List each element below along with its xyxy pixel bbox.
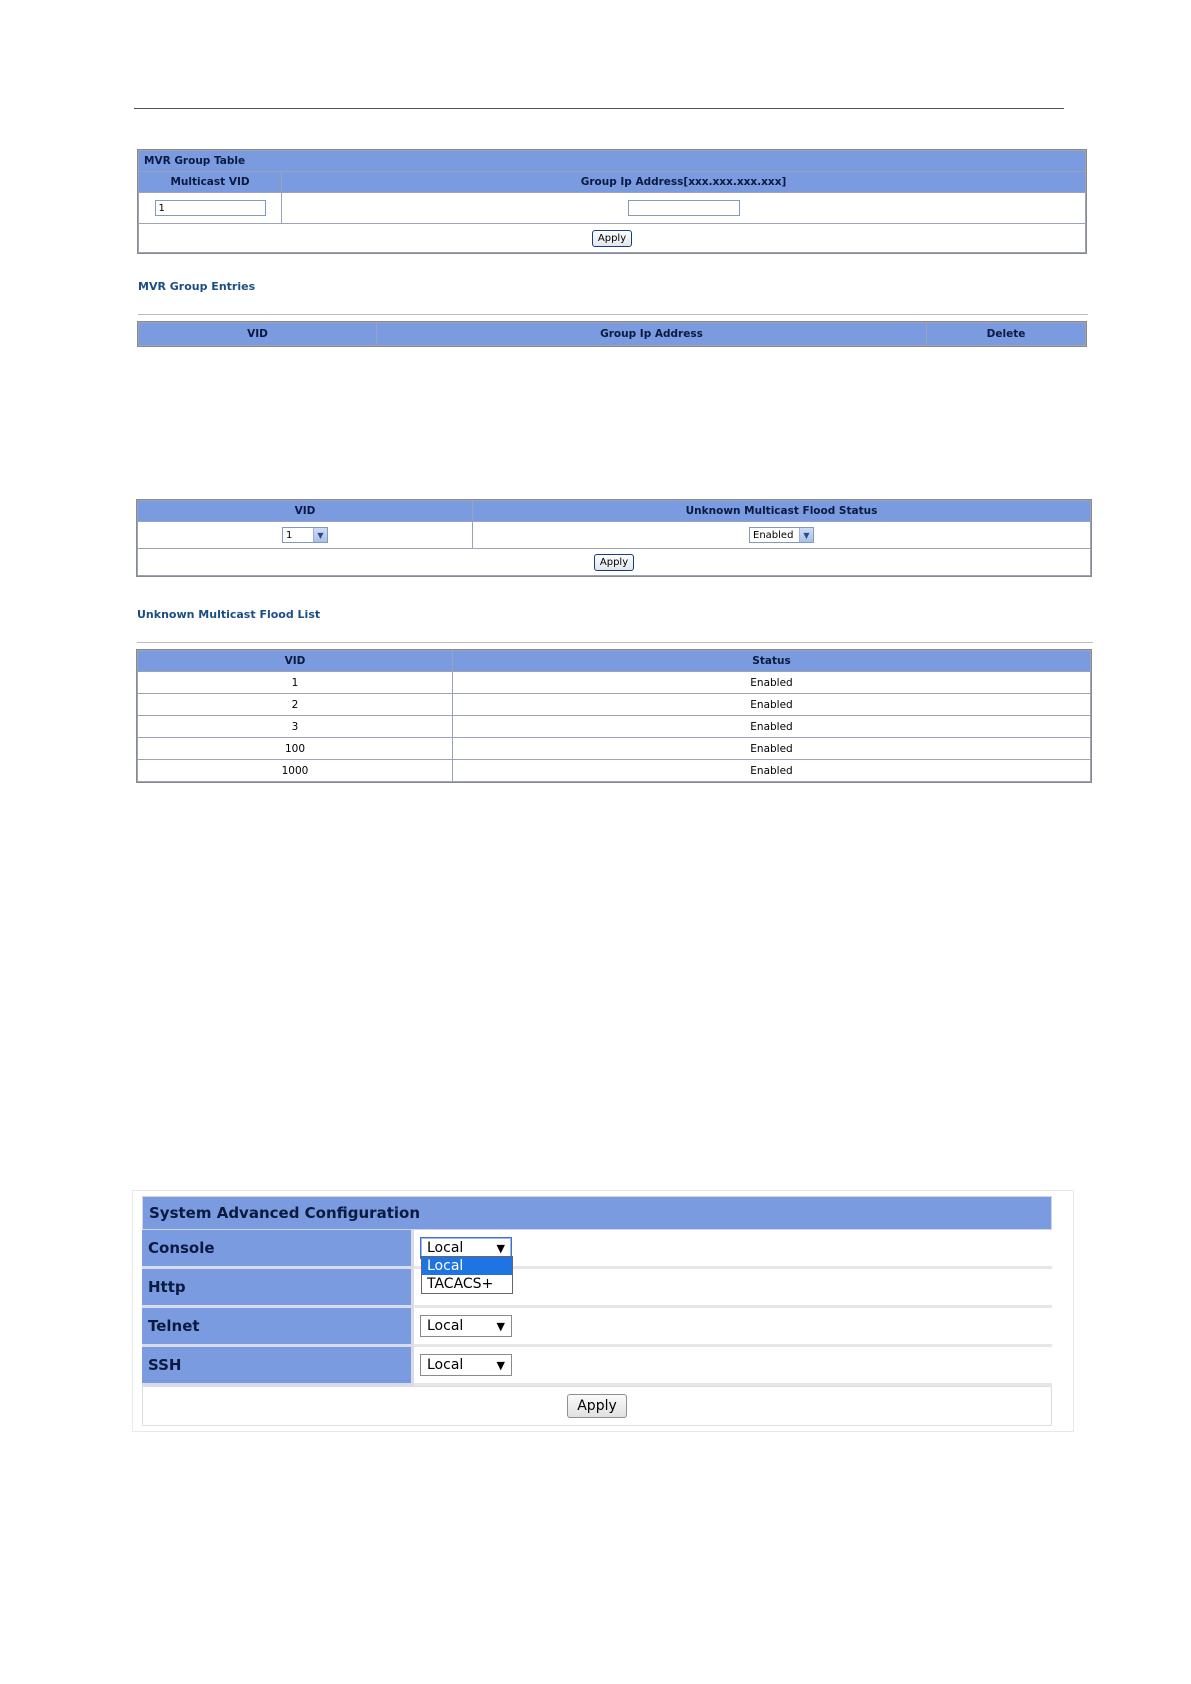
- flood-row-vid: 1: [138, 672, 453, 694]
- chevron-down-icon: ▼: [313, 528, 327, 542]
- entries-vid-header: VID: [139, 323, 377, 346]
- table-row: [138, 716, 1091, 738]
- page-header-rule: [134, 108, 1064, 109]
- console-dropdown-list: [421, 1256, 513, 1294]
- dropdown-arrow-icon: ▼: [496, 1319, 505, 1333]
- ssh-label: SSH: [142, 1347, 414, 1386]
- flood-vid-select[interactable]: [282, 527, 328, 543]
- flood-row-status: Enabled: [453, 716, 1091, 738]
- telnet-cell: [414, 1308, 1052, 1347]
- telnet-select[interactable]: [420, 1315, 512, 1337]
- flood-row-status: Enabled: [453, 672, 1091, 694]
- mvr-group-table-title: MVR Group Table: [139, 151, 1086, 172]
- dropdown-arrow-icon: ▼: [496, 1241, 505, 1255]
- mvr-group-entries-table: [138, 322, 1086, 346]
- multicast-vid-cell: [139, 193, 282, 224]
- flood-row-status: Enabled: [453, 738, 1091, 760]
- flood-vid-header: VID: [138, 501, 473, 522]
- table-row: [138, 694, 1091, 716]
- ssh-select[interactable]: [420, 1354, 512, 1376]
- flood-row-vid: 100: [138, 738, 453, 760]
- flood-status-cell: [473, 522, 1091, 549]
- telnet-label: Telnet: [142, 1308, 414, 1347]
- system-advanced-table: [142, 1196, 1052, 1426]
- console-label: Console: [142, 1230, 414, 1269]
- group-ip-cell: [282, 193, 1086, 224]
- flood-apply-cell: [138, 549, 1091, 576]
- mvr-group-table: [138, 150, 1086, 253]
- flood-vid-select-value: 1: [286, 529, 293, 541]
- dropdown-option-tacacs[interactable]: TACACS+: [427, 1276, 494, 1292]
- chevron-down-icon: ▼: [799, 528, 813, 542]
- flood-list-vid-header: VID: [138, 651, 453, 672]
- mvr-group-entries-label: MVR Group Entries: [138, 280, 256, 293]
- ssh-cell: [414, 1347, 1052, 1386]
- ssh-select-value: Local: [427, 1357, 464, 1373]
- dropdown-option-local[interactable]: Local: [422, 1257, 512, 1275]
- mvr-group-apply-cell: [139, 224, 1086, 253]
- system-advanced-apply-button[interactable]: Apply: [567, 1394, 627, 1418]
- flood-list-status-header: Status: [453, 651, 1091, 672]
- system-advanced-apply-cell: [142, 1386, 1052, 1426]
- http-label: Http: [142, 1269, 414, 1308]
- flood-list-table: [137, 650, 1091, 782]
- group-ip-header: Group Ip Address[xxx.xxx.xxx.xxx]: [282, 172, 1086, 193]
- table-row: [138, 672, 1091, 694]
- mvr-entries-divider: [138, 314, 1088, 315]
- console-select-value: Local: [427, 1240, 464, 1256]
- entries-delete-header: Delete: [927, 323, 1086, 346]
- mvr-group-apply-button[interactable]: Apply: [592, 230, 632, 247]
- flood-list-divider: [137, 642, 1093, 643]
- group-ip-input[interactable]: [628, 200, 740, 216]
- flood-row-vid: 3: [138, 716, 453, 738]
- flood-status-header: Unknown Multicast Flood Status: [473, 501, 1091, 522]
- multicast-vid-header: Multicast VID: [139, 172, 282, 193]
- flood-vid-cell: [138, 522, 473, 549]
- flood-list-label: Unknown Multicast Flood List: [137, 608, 321, 621]
- table-row: [138, 738, 1091, 760]
- system-advanced-title: System Advanced Configuration: [142, 1196, 1052, 1230]
- dropdown-arrow-icon: ▼: [496, 1358, 505, 1372]
- flood-row-status: Enabled: [453, 694, 1091, 716]
- flood-status-select[interactable]: [749, 527, 814, 543]
- entries-group-ip-header: Group Ip Address: [377, 323, 927, 346]
- flood-row-vid: 2: [138, 694, 453, 716]
- multicast-vid-input[interactable]: [155, 200, 266, 216]
- flood-config-table: [137, 500, 1091, 576]
- flood-row-vid: 1000: [138, 760, 453, 782]
- flood-apply-button[interactable]: Apply: [594, 554, 634, 571]
- table-row: [138, 760, 1091, 782]
- flood-row-status: Enabled: [453, 760, 1091, 782]
- telnet-select-value: Local: [427, 1318, 464, 1334]
- flood-status-select-value: Enabled: [753, 529, 794, 541]
